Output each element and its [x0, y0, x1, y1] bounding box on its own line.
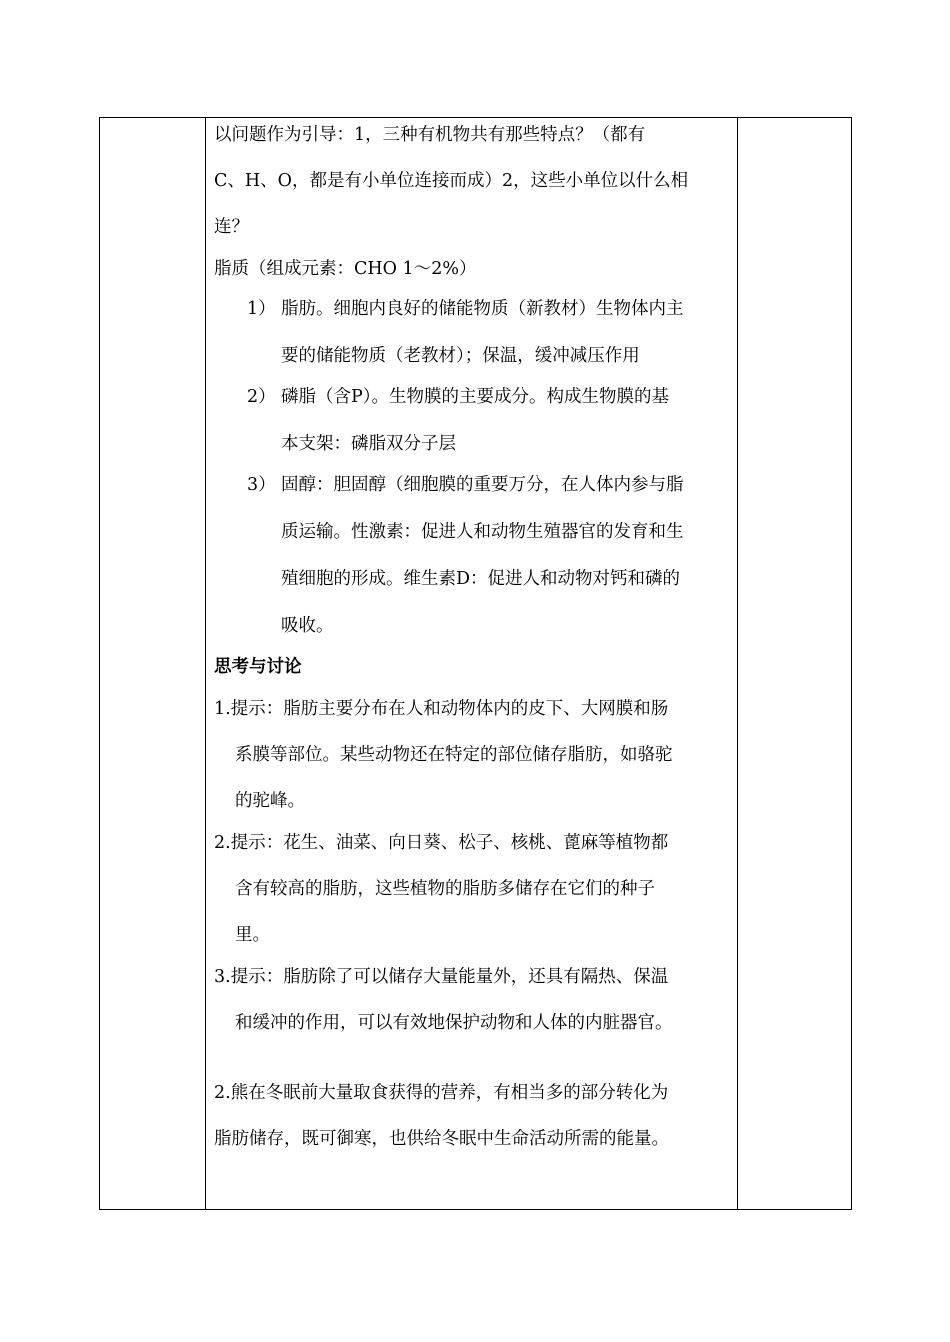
text-line: 磷脂（含P）。生物膜的主要成分。构成生物膜的基	[281, 387, 670, 407]
text-line: 脂肪储存，既可御寒，也供给冬眠中生命活动所需的能量。	[214, 1129, 669, 1149]
text-line: 要的储能物质（老教材）；保温，缓冲减压作用	[281, 346, 640, 366]
column-divider	[737, 118, 738, 1209]
text-line: C、H、O，都是有小单位连接而成）2，这些小单位以什么相	[214, 171, 689, 191]
item-number: 3）	[247, 475, 276, 495]
discussion-title: 思考与讨论	[214, 657, 302, 677]
text-line: 含有较高的脂肪，这些植物的脂肪多储存在它们的种子	[235, 879, 655, 899]
text-line: 吸收。	[281, 616, 334, 636]
content-cell	[205, 117, 737, 1210]
text-line: 本支架：磷脂双分子层	[281, 434, 456, 454]
text-line: 连？	[214, 217, 249, 237]
item-number: 1）	[247, 299, 276, 319]
text-line: 脂肪。细胞内良好的储能物质（新教材）生物体内主	[281, 299, 684, 319]
text-line: 和缓冲的作用，可以有效地保护动物和人体的内脏器官。	[235, 1013, 673, 1033]
text-line: 2.熊在冬眠前大量取食获得的营养，有相当多的部分转化为	[214, 1083, 669, 1103]
text-line: 殖细胞的形成。维生素D：促进人和动物对钙和磷的	[281, 569, 681, 589]
lipid-heading: 脂质（组成元素：CHO 1～2%）	[214, 259, 477, 279]
text-line: 3.提示：脂肪除了可以储存大量能量外，还具有隔热、保温	[214, 967, 669, 987]
item-number: 2）	[247, 387, 276, 407]
text-line: 系膜等部位。某些动物还在特定的部位储存脂肪，如骆驼	[235, 745, 673, 765]
text-line: 的驼峰。	[235, 791, 305, 811]
text-line: 里。	[235, 925, 270, 945]
text-line: 2.提示：花生、油菜、向日葵、松子、核桃、蓖麻等植物都	[214, 833, 669, 853]
text-line: 固醇：胆固醇（细胞膜的重要万分，在人体内参与脂	[281, 475, 684, 495]
text-line: 质运输。性激素：促进人和动物生殖器官的发育和生	[281, 522, 684, 542]
text-line: 1.提示：脂肪主要分布在人和动物体内的皮下、大网膜和肠	[214, 699, 669, 719]
text-line: 以问题作为引导：1，三种有机物共有那些特点？（都有	[214, 125, 646, 145]
